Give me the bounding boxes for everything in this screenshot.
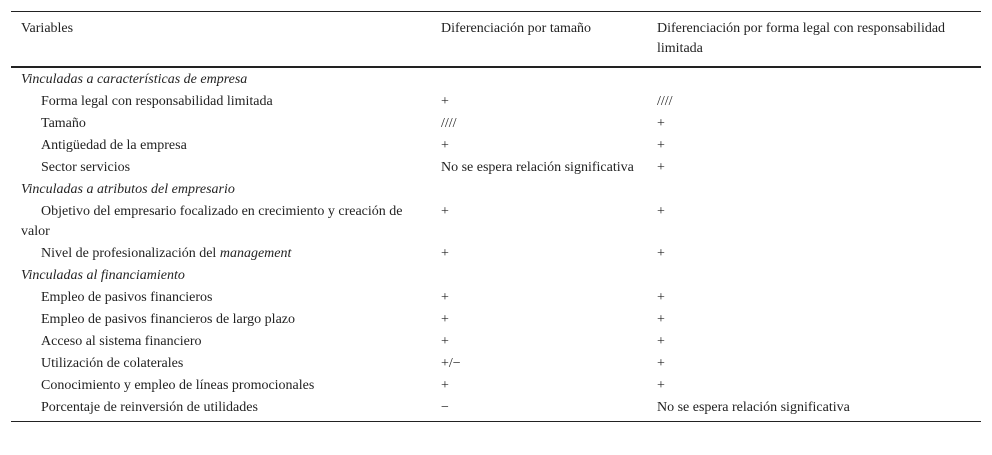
legal-form-cell: + bbox=[657, 138, 665, 153]
size-cell: + bbox=[441, 246, 449, 261]
expected-relations-table-container bbox=[11, 11, 981, 422]
variable-cell: Forma legal con responsabilidad limitada bbox=[41, 94, 273, 109]
variable-cell: Sector servicios bbox=[41, 160, 131, 175]
variable-cell: Porcentaje de reinversión de utilidades bbox=[41, 400, 258, 415]
legal-form-cell: + bbox=[657, 378, 665, 393]
size-cell: + bbox=[441, 204, 449, 219]
variable-cell: Tamaño bbox=[41, 116, 86, 131]
variable-cell: Acceso al sistema financiero bbox=[41, 334, 202, 349]
variable-emphasis: management bbox=[219, 246, 292, 261]
table-row bbox=[11, 397, 981, 422]
header-row bbox=[11, 12, 981, 68]
section-title: Vinculadas a atributos del empresario bbox=[21, 182, 235, 197]
section-title: Vinculadas a características de empresa bbox=[21, 72, 248, 87]
table-row bbox=[11, 91, 981, 113]
header-legal-form-differentiation: Diferenciación por forma legal con responsabilidad limitada bbox=[657, 21, 946, 56]
legal-form-cell: + bbox=[657, 334, 665, 349]
variable-cell: Empleo de pasivos financieros de largo plazo bbox=[41, 312, 295, 327]
table-row bbox=[11, 375, 981, 397]
table-header bbox=[11, 12, 981, 68]
header-variables: Variables bbox=[21, 21, 74, 36]
header-size-differentiation: Diferenciación por tamaño bbox=[441, 21, 592, 36]
variable-cell: Utilización de colaterales bbox=[41, 356, 184, 371]
variable-cell: Objetivo del empresario focalizado en crecimiento y creación de valor bbox=[21, 204, 403, 239]
size-cell: //// bbox=[441, 116, 457, 131]
size-cell: + bbox=[441, 312, 449, 327]
variable-cell: Antigüedad de la empresa bbox=[41, 138, 187, 153]
table-row bbox=[11, 331, 981, 353]
table-body bbox=[11, 67, 981, 422]
size-cell: + bbox=[441, 334, 449, 349]
table-row bbox=[11, 135, 981, 157]
size-cell: + bbox=[441, 378, 449, 393]
table-row bbox=[11, 287, 981, 309]
variable-text: Nivel de profesionalización del bbox=[41, 246, 220, 261]
legal-form-cell: No se espera relación significativa bbox=[657, 400, 850, 415]
size-cell: + bbox=[441, 138, 449, 153]
legal-form-cell: + bbox=[657, 356, 665, 371]
table-row bbox=[11, 309, 981, 331]
expected-relations-table bbox=[11, 11, 981, 422]
variable-cell bbox=[11, 243, 431, 265]
legal-form-cell: //// bbox=[657, 94, 673, 109]
legal-form-cell: + bbox=[657, 290, 665, 305]
legal-form-cell: + bbox=[657, 116, 665, 131]
table-row bbox=[11, 201, 981, 243]
section-row-firm-characteristics bbox=[11, 67, 981, 91]
size-cell: No se espera relación significativa bbox=[441, 160, 634, 175]
table-row bbox=[11, 157, 981, 179]
size-cell: + bbox=[441, 94, 449, 109]
table-row bbox=[11, 353, 981, 375]
section-title: Vinculadas al financiamiento bbox=[21, 268, 185, 283]
section-row-financing bbox=[11, 265, 981, 287]
table-row bbox=[11, 243, 981, 265]
size-cell: − bbox=[441, 400, 449, 415]
size-cell: +/− bbox=[441, 356, 461, 371]
section-row-entrepreneur-attributes bbox=[11, 179, 981, 201]
legal-form-cell: + bbox=[657, 312, 665, 327]
variable-cell: Empleo de pasivos financieros bbox=[41, 290, 213, 305]
size-cell: + bbox=[441, 290, 449, 305]
table-row bbox=[11, 113, 981, 135]
legal-form-cell: + bbox=[657, 160, 665, 175]
legal-form-cell: + bbox=[657, 204, 665, 219]
variable-cell: Conocimiento y empleo de líneas promocionales bbox=[41, 378, 315, 393]
legal-form-cell: + bbox=[657, 246, 665, 261]
